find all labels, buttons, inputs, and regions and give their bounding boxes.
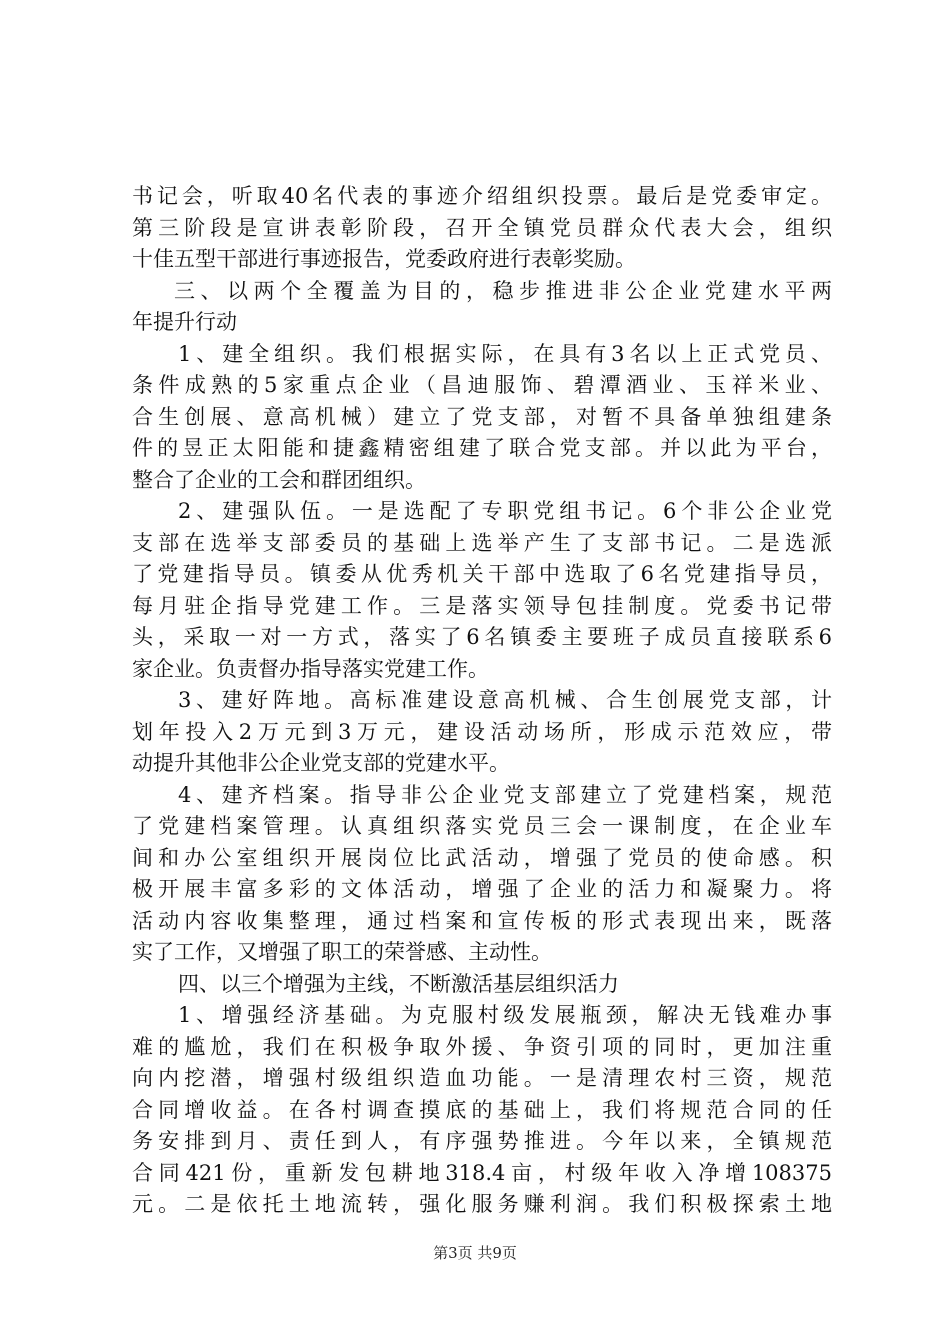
text-line: 每月驻企指导党建工作。三是落实领导包挂制度。党委书记带: [132, 593, 832, 618]
text-line: 务安排到月、责任到人，有序强势推进。今年以来，全镇规范: [132, 1129, 832, 1153]
text-line: 元。二是依托土地流转，强化服务赚利润。我们积极探索土地: [132, 1192, 832, 1216]
text-line: 极开展丰富多彩的文体活动，增强了企业的活力和凝聚力。将: [132, 877, 832, 901]
text-line: 了党建指导员。镇委从优秀机关干部中选取了6名党建指导员，: [132, 562, 832, 586]
text-line: 第三阶段是宣讲表彰阶段，召开全镇党员群众代表大会，组织: [132, 215, 832, 240]
text-line: 三、以两个全覆盖为目的，稳步推进非公企业党建水平两: [174, 278, 832, 303]
text-line: 3、建好阵地。高标准建设意高机械、合生创展党支部，计: [178, 688, 832, 712]
text-line: 动提升其他非公企业党支部的党建水平。: [132, 751, 510, 775]
text-line: 划年投入2万元到3万元，建设活动场所，形成示范效应，带: [132, 719, 832, 744]
text-line: 1、增强经济基础。为克服村级发展瓶颈，解决无钱难办事: [178, 1003, 832, 1027]
text-line: 年提升行动: [132, 310, 237, 334]
text-line: 整合了企业的工会和群团组织。: [132, 467, 426, 492]
text-line: 家企业。负责督办指导落实党建工作。: [132, 656, 489, 681]
text-line: 间和办公室组织开展岗位比武活动，增强了党员的使命感。积: [132, 845, 832, 870]
text-line: 活动内容收集整理，通过档案和宣传板的形式表现出来，既落: [132, 908, 832, 933]
text-line: 实了工作，又增强了职工的荣誉感、主动性。: [132, 940, 552, 964]
text-line: 向内挖潜，增强村级组织造血功能。一是清理农村三资，规范: [132, 1066, 832, 1090]
text-line: 了党建档案管理。认真组织落实党员三会一课制度，在企业车: [132, 814, 832, 838]
text-line: 合同421份，重新发包耕地318.4亩，村级年收入净增108375: [132, 1160, 832, 1185]
text-line: 1、建全组织。我们根据实际，在具有3名以上正式党员、: [178, 341, 832, 366]
text-line: 支部在选举支部委员的基础上选举产生了支部书记。二是选派: [132, 530, 832, 555]
text-line: 合生创展、意高机械）建立了党支部，对暂不具备单独组建条: [132, 404, 832, 429]
document-body: [132, 181, 832, 1221]
page-footer: 第3页 共9页: [433, 1244, 517, 1262]
text-line: 四、以三个增强为主线，不断激活基层组织活力: [178, 971, 619, 996]
text-line: 条件成熟的5家重点企业（昌迪服饰、碧潭酒业、玉祥米业、: [132, 373, 832, 397]
text-line: 难的尴尬，我们在积极争取外援、争资引项的同时，更加注重: [132, 1034, 832, 1059]
text-line: 4、建齐档案。指导非公企业党支部建立了党建档案，规范: [178, 782, 832, 807]
text-line: 头，采取一对一方式，落实了6名镇委主要班子成员直接联系6: [132, 625, 832, 649]
text-line: 合同增收益。在各村调查摸底的基础上，我们将规范合同的任: [132, 1097, 832, 1122]
text-line: 十佳五型干部进行事迹报告，党委政府进行表彰奖励。: [132, 247, 636, 271]
text-line: 件的昱正太阳能和捷鑫精密组建了联合党支部。并以此为平台，: [132, 436, 832, 460]
text-line: 书记会，听取40名代表的事迹介绍组织投票。最后是党委审定。: [132, 184, 832, 208]
text-line: 2、建强队伍。一是选配了专职党组书记。6个非公企业党: [178, 499, 832, 523]
